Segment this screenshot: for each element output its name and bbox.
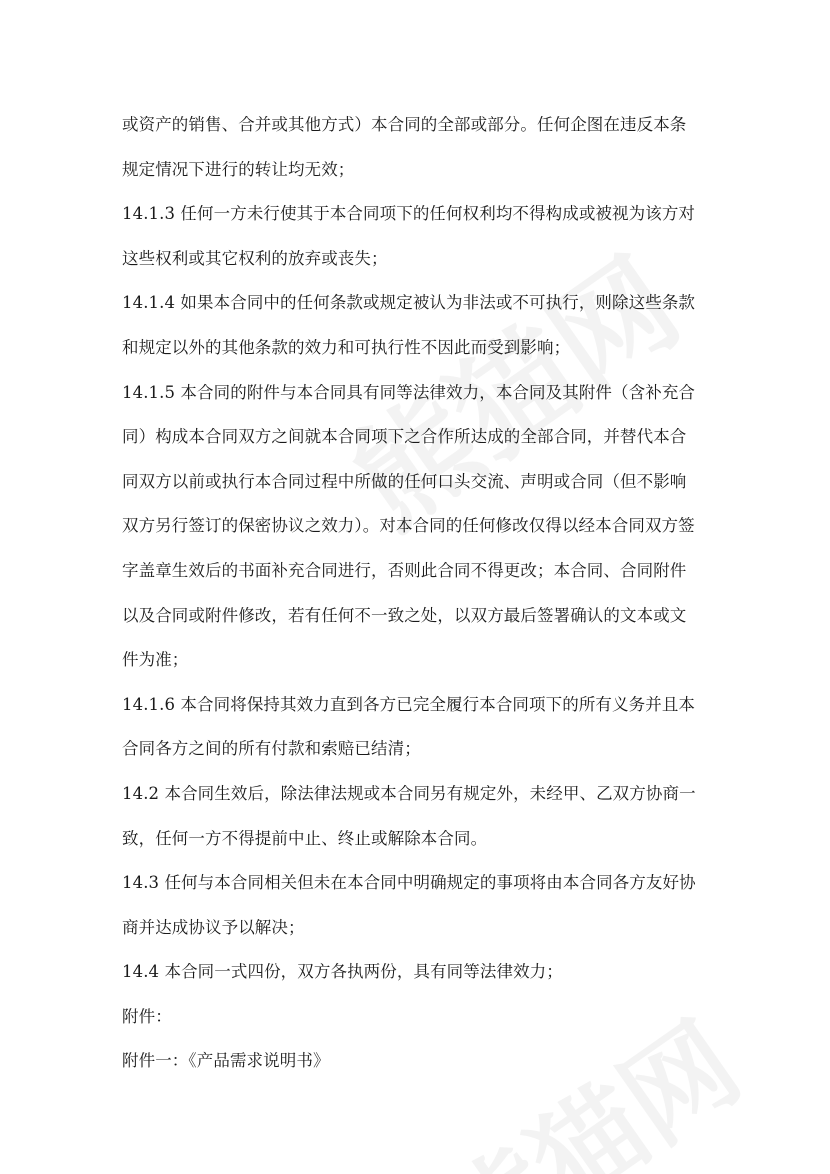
text-line: 14.1.6 本合同将保持其效力直到各方已完全履行本合同项下的所有义务并且本 [122, 694, 696, 714]
text-line: 件为准； [122, 650, 189, 670]
clause-14-2 [122, 772, 712, 861]
text-line: 14.3 任何与本合同相关但未在本合同中明确规定的事项将由本合同各方友好协 [122, 873, 696, 893]
text-line: 以及合同或附件修改，若有任何不一致之处，以双方最后签署确认的文本或文 [122, 605, 687, 625]
clause-14-1-3 [122, 192, 712, 281]
text-line: 同双方以前或执行本合同过程中所做的任何口头交流、声明或合同（但不影响 [122, 471, 687, 491]
document-body [122, 103, 712, 1084]
text-line: 这些权利或其它权利的放弃或丧失； [122, 248, 388, 268]
text-line: 或资产的销售、合并或其他方式）本合同的全部或部分。任何企图在违反本条 [122, 115, 687, 134]
text-line: 14.1.4 如果本合同中的任何条款或规定被认为非法或不可执行，则除这些条款 [122, 293, 696, 313]
text-line: 和规定以外的其他条款的效力和可执行性不因此而受到影响； [122, 337, 571, 357]
clause-14-4 [122, 950, 712, 995]
text-line: 致，任何一方不得提前中止、终止或解除本合同。 [122, 828, 488, 848]
text-line: 商并达成协议予以解决； [122, 917, 305, 937]
clause-14-1-4 [122, 281, 712, 370]
clause-14-3 [122, 861, 712, 950]
text-line: 附件一：《产品需求说明书》 [122, 1051, 330, 1071]
text-line: 14.1.3 任何一方未行使其于本合同项下的任何权利均不得构成或被视为该方对 [122, 204, 696, 224]
text-line: 14.1.5 本合同的附件与本合同具有同等法律效力，本合同及其附件（含补充合 [122, 382, 696, 402]
text-line: 附件： [122, 1006, 172, 1026]
text-line: 双方另行签订的保密协议之效力）。对本合同的任何修改仅得以经本合同双方签 [122, 516, 695, 536]
paragraph-assignment-continuation [122, 103, 712, 192]
text-line: 字盖章生效后的书面补充合同进行，否则此合同不得更改；本合同、合同附件 [122, 560, 687, 580]
text-line: 14.2 本合同生效后，除法律法规或本合同另有规定外，未经甲、乙双方协商一 [122, 783, 696, 803]
text-line: 14.4 本合同一式四份，双方各执两份，具有同等法律效力； [122, 962, 563, 982]
text-line: 同）构成本合同双方之间就本合同项下之合作所达成的全部合同，并替代本合 [122, 427, 687, 447]
text-line: 合同各方之间的所有付款和索赔已结清； [122, 739, 421, 759]
attachments-heading [122, 995, 712, 1040]
clause-14-1-6 [122, 683, 712, 772]
clause-14-1-5 [122, 371, 712, 683]
text-line: 规定情况下进行的转让均无效； [122, 159, 355, 179]
attachment-1 [122, 1039, 712, 1084]
